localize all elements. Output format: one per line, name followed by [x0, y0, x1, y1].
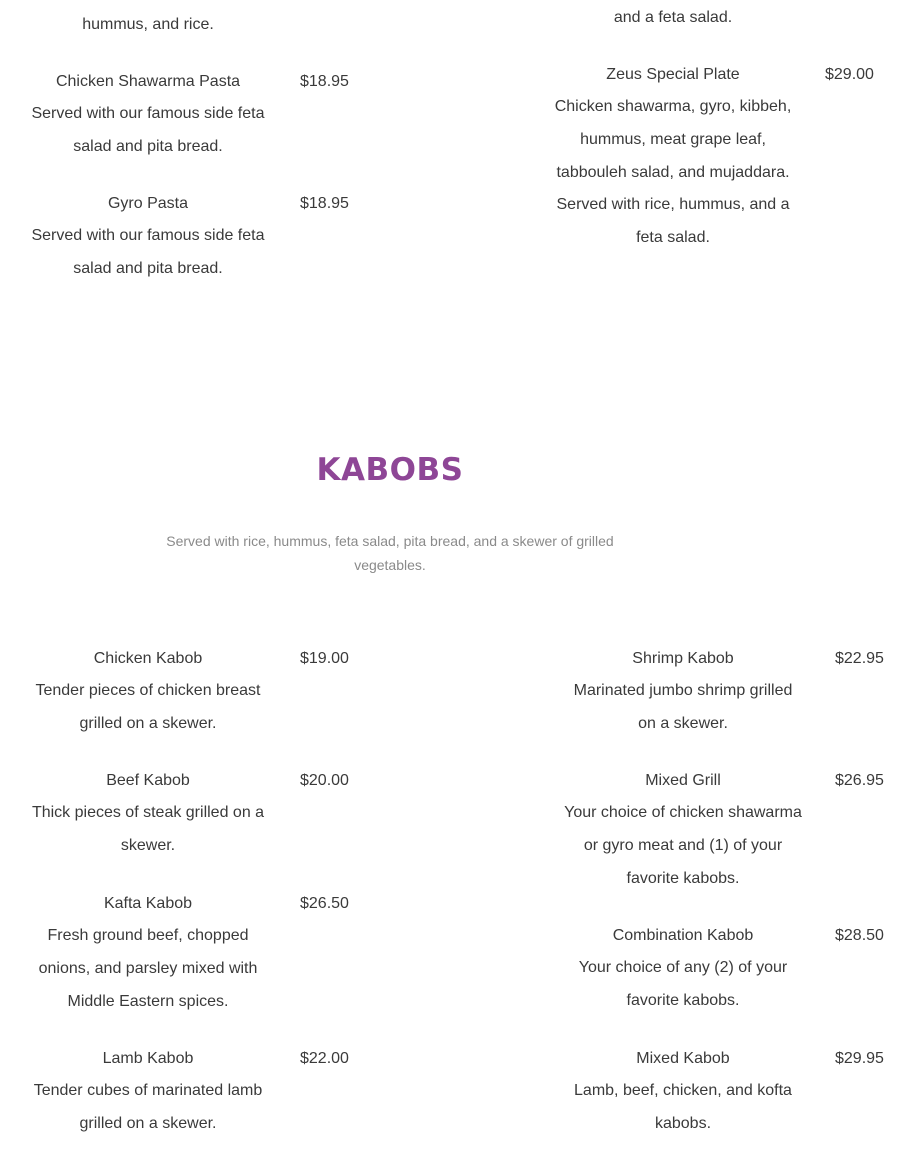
menu-item-name: Beef Kabob: [106, 772, 190, 789]
menu-item-name: Chicken Kabob: [93, 650, 203, 667]
menu-item-partial-left-desc: hummus, and rice.: [82, 16, 214, 33]
menu-item-description: Fresh ground beef, chopped onions, and parsley mixed with Middle Eastern spices.: [38, 927, 258, 1010]
menu-item-name: Mixed Grill: [645, 772, 721, 789]
menu-item-price: $26.50: [300, 895, 349, 912]
menu-item-description: Chicken shawarma, gyro, kibbeh, hummus, meat grape leaf, tabbouleh salad, and mujaddara. Served with rice, hummus, and a feta salad.: [554, 98, 792, 247]
menu-item-description: Your choice of chicken shawarma or gyro meat and (1) of your favorite kabobs.: [564, 804, 802, 887]
menu-item: [28, 1049, 358, 1149]
menu-item-name: Zeus Special Plate: [606, 66, 740, 83]
menu-item-name: Kafta Kabob: [103, 895, 193, 912]
menu-item-description: Your choice of any (2) of your favorite kabobs.: [578, 959, 788, 1009]
menu-item-price: $20.00: [300, 772, 349, 789]
menu-item-name: Mixed Kabob: [636, 1050, 730, 1067]
menu-item: [563, 771, 893, 901]
menu-item-description: Served with our famous side feta salad and pita bread.: [31, 105, 265, 155]
menu-item: [563, 1049, 893, 1149]
menu-item-description: Marinated jumbo shrimp grilled on a skewer.: [573, 682, 793, 732]
menu-item: [553, 65, 893, 255]
menu-item-partial-right-desc: and a feta salad.: [613, 9, 733, 26]
menu-item-name: Combination Kabob: [612, 927, 754, 944]
menu-item-price: $22.95: [835, 650, 884, 667]
menu-item-name: Shrimp Kabob: [632, 650, 734, 667]
menu-item: [28, 649, 358, 749]
menu-item-price: $18.95: [300, 73, 349, 90]
menu-item-name: Chicken Shawarma Pasta: [55, 73, 241, 90]
menu-item-price: $29.95: [835, 1050, 884, 1067]
menu-item-description: Tender cubes of marinated lamb grilled on a skewer.: [33, 1082, 263, 1132]
menu-item-price: $28.50: [835, 927, 884, 944]
menu-item-price: $19.00: [300, 650, 349, 667]
menu-item-description: Served with our famous side feta salad and pita bread.: [31, 227, 265, 277]
menu-item-price: $29.00: [825, 66, 874, 83]
menu-item-price: $18.95: [300, 195, 349, 212]
menu-item: [28, 194, 358, 294]
menu-item: [28, 894, 358, 1024]
menu-item-price: $26.95: [835, 772, 884, 789]
menu-item-name: Lamb Kabob: [102, 1050, 194, 1067]
menu-item: [28, 771, 358, 871]
menu-item: [563, 649, 893, 749]
section-subtitle: Served with rice, hummus, feta salad, pita bread, and a skewer of grilled vegetables.: [166, 533, 614, 573]
menu-item-description: Tender pieces of chicken breast grilled on a skewer.: [35, 682, 261, 732]
menu-item-description: Lamb, beef, chicken, and kofta kabobs.: [574, 1082, 792, 1132]
menu-item-price: $22.00: [300, 1050, 349, 1067]
menu-item-description: Thick pieces of steak grilled on a skewer.: [31, 804, 265, 854]
section-title: KABOBS: [316, 452, 464, 488]
menu-item-name: Gyro Pasta: [107, 195, 189, 212]
menu-item: [563, 926, 893, 1026]
menu-item: [28, 72, 358, 172]
